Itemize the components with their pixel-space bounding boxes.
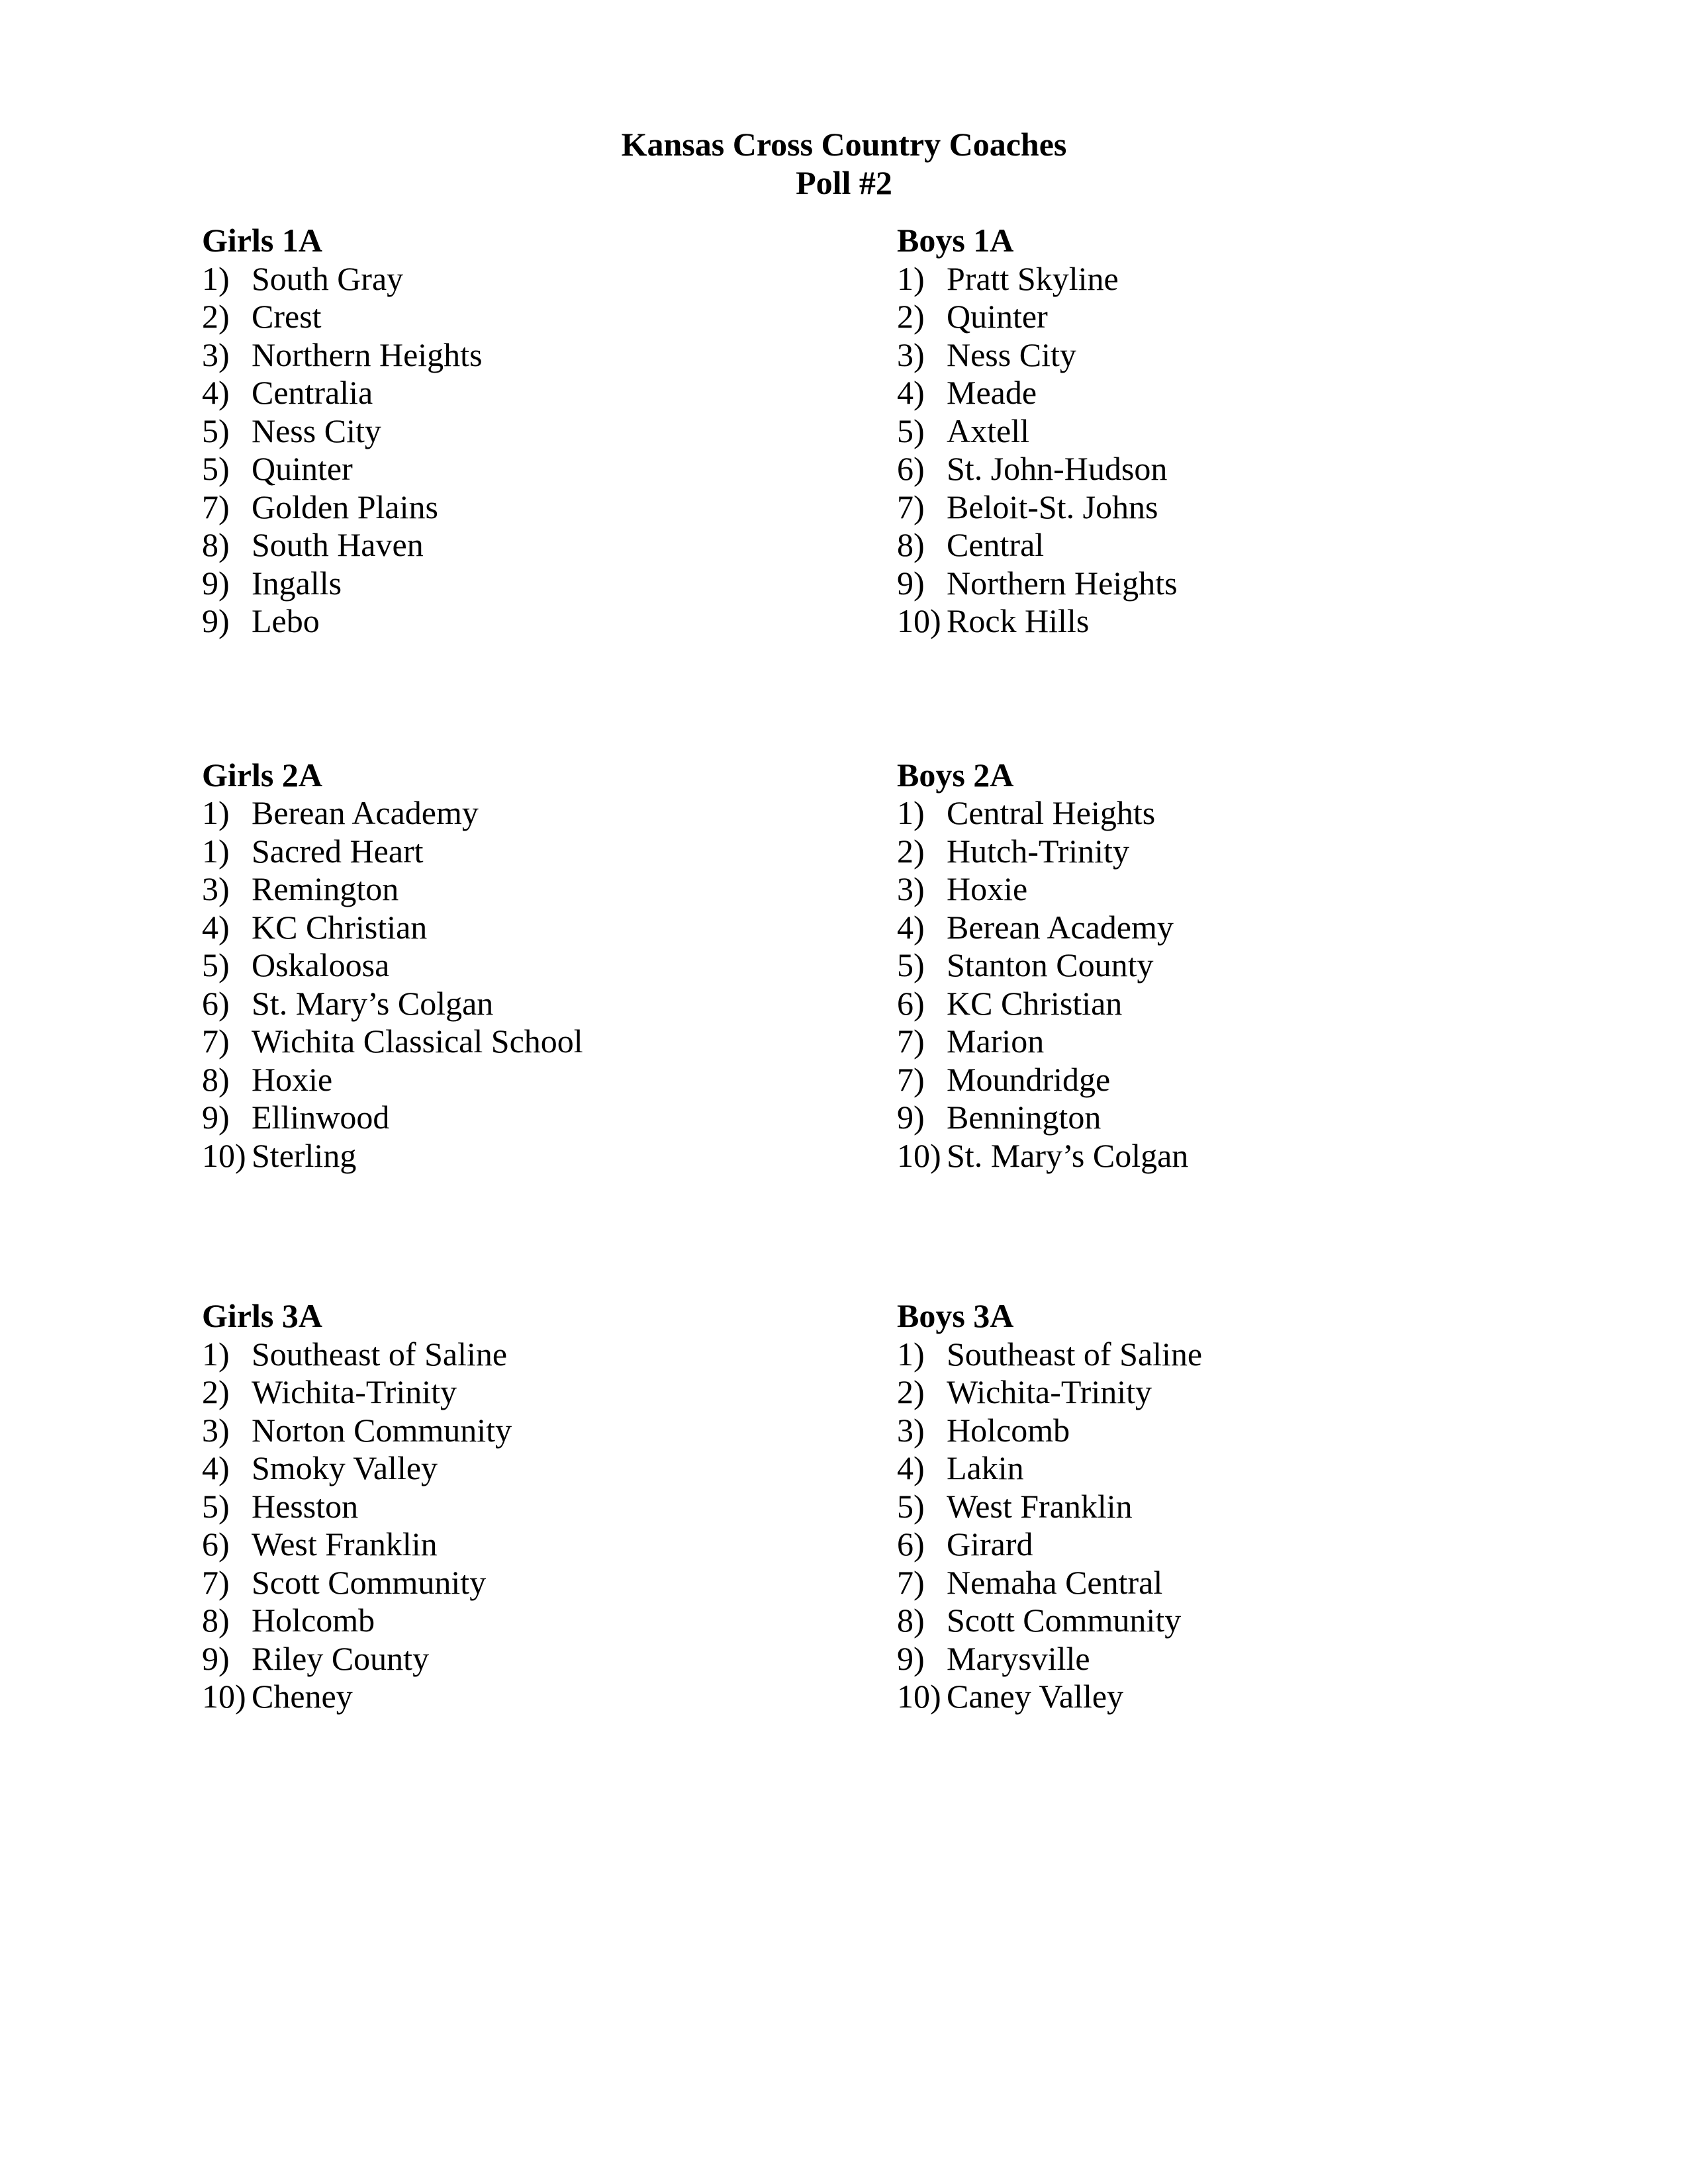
team-name: Sacred Heart — [252, 832, 424, 870]
rank-number: 9) — [897, 1639, 925, 1677]
ranking-row — [202, 1061, 897, 1099]
team-name: Southeast of Saline — [947, 1335, 1203, 1373]
poll-content — [202, 222, 1486, 1716]
rank-number: 6) — [202, 984, 230, 1022]
ranking-row — [897, 602, 1486, 641]
ranking-row — [897, 1061, 1486, 1099]
rank-number: 7) — [202, 1023, 230, 1060]
rank-number: 5) — [202, 946, 230, 983]
rank-number: 3) — [202, 870, 230, 907]
team-name: Stanton County — [947, 946, 1154, 983]
rank-number: 1) — [202, 1335, 230, 1373]
team-name: Axtell — [947, 412, 1029, 449]
team-name: Golden Plains — [252, 488, 438, 525]
rank-number: 1) — [897, 1335, 925, 1373]
team-name: Ness City — [252, 412, 381, 449]
rank-number: 10) — [202, 1136, 246, 1174]
rank-number: 5) — [202, 450, 230, 487]
rank-number: 7) — [202, 1563, 230, 1601]
ranking-row — [897, 565, 1486, 603]
team-name: Pratt Skyline — [947, 259, 1119, 297]
ranking-row — [897, 1678, 1486, 1716]
rank-number: 7) — [897, 1023, 925, 1060]
team-name: Wichita Classical School — [252, 1023, 583, 1060]
team-name: St. Mary’s Colgan — [947, 1136, 1189, 1174]
rank-number: 10) — [897, 1678, 941, 1715]
section-girls-2a — [202, 756, 897, 1175]
rank-number: 1) — [202, 259, 230, 297]
ranking-row — [897, 1449, 1486, 1488]
ranking-row — [202, 450, 897, 488]
rank-number: 5) — [897, 412, 925, 449]
team-name: South Haven — [252, 526, 424, 563]
rank-number: 4) — [897, 1449, 925, 1486]
ranking-row — [202, 794, 897, 833]
ranking-row — [202, 909, 897, 947]
rank-number: 2) — [897, 298, 925, 335]
section-heading: Boys 3A — [897, 1297, 1014, 1334]
team-name: St. John-Hudson — [947, 450, 1168, 487]
ranking-list — [202, 1336, 897, 1716]
rank-number: 4) — [897, 908, 925, 946]
rank-number: 6) — [897, 1525, 925, 1563]
team-name: Nemaha Central — [947, 1563, 1163, 1601]
team-name: Norton Community — [252, 1411, 512, 1449]
ranking-row — [202, 1525, 897, 1564]
section-boys-3a — [897, 1297, 1486, 1716]
ranking-row — [897, 1373, 1486, 1412]
ranking-row — [897, 260, 1486, 298]
rank-number: 10) — [202, 1678, 246, 1715]
rank-number: 4) — [202, 908, 230, 946]
section-boys-2a — [897, 756, 1486, 1175]
team-name: Scott Community — [252, 1563, 487, 1601]
rank-number: 8) — [897, 526, 925, 563]
ranking-row — [202, 1449, 897, 1488]
rank-number: 2) — [202, 298, 230, 335]
ranking-row — [897, 1137, 1486, 1175]
section-boys-1a — [897, 222, 1486, 641]
ranking-row — [202, 1412, 897, 1450]
team-name: Riley County — [252, 1639, 430, 1677]
team-name: Beloit-St. Johns — [947, 488, 1158, 525]
rank-number: 8) — [202, 1060, 230, 1098]
rank-number: 5) — [202, 412, 230, 449]
section-girls-3a — [202, 1297, 897, 1716]
team-name: Marion — [947, 1023, 1045, 1060]
team-name: Oskaloosa — [252, 946, 390, 983]
team-name: Centralia — [252, 374, 373, 411]
rank-number: 6) — [202, 1525, 230, 1563]
ranking-row — [202, 870, 897, 909]
team-name: West Franklin — [252, 1525, 438, 1563]
ranking-row — [202, 336, 897, 375]
rank-number: 2) — [897, 832, 925, 870]
ranking-row — [897, 1640, 1486, 1678]
rank-number: 2) — [202, 1373, 230, 1410]
ranking-row — [202, 1336, 897, 1374]
ranking-list — [897, 1336, 1486, 1716]
rank-number: 1) — [897, 794, 925, 831]
ranking-row — [202, 374, 897, 412]
team-name: Northern Heights — [252, 336, 483, 373]
rank-number: 4) — [897, 374, 925, 411]
team-name: Cheney — [252, 1678, 353, 1715]
ranking-list — [202, 260, 897, 641]
ranking-row — [897, 946, 1486, 985]
team-name: KC Christian — [252, 908, 428, 946]
team-name: Wichita-Trinity — [947, 1373, 1152, 1410]
ranking-row — [897, 909, 1486, 947]
ranking-row — [897, 870, 1486, 909]
ranking-row — [202, 565, 897, 603]
ranking-row — [202, 985, 897, 1023]
rank-number: 4) — [202, 374, 230, 411]
class-2a-row — [202, 756, 1486, 1175]
team-name: Sterling — [252, 1136, 357, 1174]
team-name: Girard — [947, 1525, 1033, 1563]
rank-number: 3) — [202, 336, 230, 373]
ranking-row — [897, 450, 1486, 488]
ranking-row — [202, 412, 897, 451]
team-name: Moundridge — [947, 1060, 1111, 1098]
ranking-row — [202, 526, 897, 565]
ranking-row — [897, 298, 1486, 336]
team-name: Ellinwood — [252, 1099, 390, 1136]
ranking-row — [202, 1488, 897, 1526]
rank-number: 9) — [202, 564, 230, 602]
team-name: Bennington — [947, 1099, 1102, 1136]
ranking-row — [202, 602, 897, 641]
section-heading: Girls 3A — [202, 1297, 322, 1334]
rank-number: 9) — [202, 1639, 230, 1677]
ranking-row — [897, 374, 1486, 412]
ranking-list — [897, 260, 1486, 641]
team-name: Berean Academy — [252, 794, 479, 831]
rank-number: 6) — [897, 984, 925, 1022]
ranking-row — [202, 1640, 897, 1678]
section-heading: Boys 2A — [897, 756, 1014, 794]
rank-number: 3) — [897, 870, 925, 907]
rank-number: 9) — [897, 564, 925, 602]
rank-number: 7) — [897, 1563, 925, 1601]
rank-number: 1) — [202, 832, 230, 870]
rank-number: 8) — [897, 1602, 925, 1639]
team-name: West Franklin — [947, 1487, 1133, 1525]
rank-number: 9) — [202, 1099, 230, 1136]
team-name: Wichita-Trinity — [252, 1373, 457, 1410]
ranking-row — [897, 1602, 1486, 1640]
rank-number: 1) — [897, 259, 925, 297]
ranking-row — [897, 1525, 1486, 1564]
document-header — [202, 0, 1486, 202]
document-title: Kansas Cross Country Coaches — [621, 126, 1067, 163]
team-name: Ingalls — [252, 564, 342, 602]
rank-number: 5) — [202, 1487, 230, 1525]
ranking-row — [202, 298, 897, 336]
team-name: Quinter — [252, 450, 353, 487]
rank-number: 1) — [202, 794, 230, 831]
rank-number: 9) — [897, 1099, 925, 1136]
rank-number: 2) — [897, 1373, 925, 1410]
class-1a-row — [202, 222, 1486, 641]
rank-number: 5) — [897, 946, 925, 983]
rank-number: 10) — [897, 602, 941, 639]
ranking-row — [897, 833, 1486, 871]
rank-number: 7) — [897, 1060, 925, 1098]
rank-number: 6) — [897, 450, 925, 487]
ranking-row — [202, 1678, 897, 1716]
rank-number: 10) — [897, 1136, 941, 1174]
ranking-row — [202, 1023, 897, 1061]
ranking-row — [202, 488, 897, 527]
team-name: Hutch-Trinity — [947, 832, 1129, 870]
team-name: Hoxie — [947, 870, 1028, 907]
class-3a-row — [202, 1297, 1486, 1716]
rank-number: 3) — [897, 1411, 925, 1449]
team-name: Marysville — [947, 1639, 1090, 1677]
ranking-row — [897, 526, 1486, 565]
team-name: Southeast of Saline — [252, 1335, 508, 1373]
team-name: Hoxie — [252, 1060, 333, 1098]
team-name: Berean Academy — [947, 908, 1174, 946]
team-name: Holcomb — [252, 1602, 375, 1639]
rank-number: 9) — [202, 602, 230, 639]
ranking-row — [202, 1137, 897, 1175]
ranking-row — [202, 1099, 897, 1137]
ranking-row — [202, 946, 897, 985]
team-name: Central — [947, 526, 1045, 563]
section-heading: Boys 1A — [897, 222, 1014, 259]
section-girls-1a — [202, 222, 897, 641]
rank-number: 3) — [202, 1411, 230, 1449]
ranking-row — [202, 1564, 897, 1602]
team-name: Remington — [252, 870, 399, 907]
ranking-row — [897, 412, 1486, 451]
ranking-row — [202, 833, 897, 871]
ranking-list — [202, 794, 897, 1175]
ranking-row — [202, 1373, 897, 1412]
rank-number: 7) — [202, 488, 230, 525]
team-name: Central Heights — [947, 794, 1156, 831]
team-name: Ness City — [947, 336, 1076, 373]
team-name: Rock Hills — [947, 602, 1090, 639]
team-name: Quinter — [947, 298, 1048, 335]
team-name: Scott Community — [947, 1602, 1182, 1639]
ranking-row — [897, 1564, 1486, 1602]
rank-number: 7) — [897, 488, 925, 525]
ranking-list — [897, 794, 1486, 1175]
ranking-row — [897, 1336, 1486, 1374]
ranking-row — [897, 1099, 1486, 1137]
team-name: Northern Heights — [947, 564, 1178, 602]
document-subtitle: Poll #2 — [796, 163, 892, 201]
team-name: Hesston — [252, 1487, 359, 1525]
team-name: Holcomb — [947, 1411, 1070, 1449]
ranking-row — [897, 1412, 1486, 1450]
team-name: KC Christian — [947, 984, 1123, 1022]
team-name: Lakin — [947, 1449, 1024, 1486]
team-name: Smoky Valley — [252, 1449, 438, 1486]
team-name: Meade — [947, 374, 1037, 411]
ranking-row — [202, 260, 897, 298]
team-name: Caney Valley — [947, 1678, 1124, 1715]
rank-number: 3) — [897, 336, 925, 373]
team-name: St. Mary’s Colgan — [252, 984, 494, 1022]
rank-number: 4) — [202, 1449, 230, 1486]
ranking-row — [897, 1023, 1486, 1061]
team-name: South Gray — [252, 259, 404, 297]
rank-number: 8) — [202, 526, 230, 563]
team-name: Crest — [252, 298, 322, 335]
rank-number: 8) — [202, 1602, 230, 1639]
ranking-row — [897, 336, 1486, 375]
team-name: Lebo — [252, 602, 320, 639]
ranking-row — [897, 488, 1486, 527]
ranking-row — [897, 794, 1486, 833]
ranking-row — [897, 985, 1486, 1023]
ranking-row — [202, 1602, 897, 1640]
section-heading: Girls 2A — [202, 756, 322, 794]
rank-number: 5) — [897, 1487, 925, 1525]
section-heading: Girls 1A — [202, 222, 322, 259]
ranking-row — [897, 1488, 1486, 1526]
